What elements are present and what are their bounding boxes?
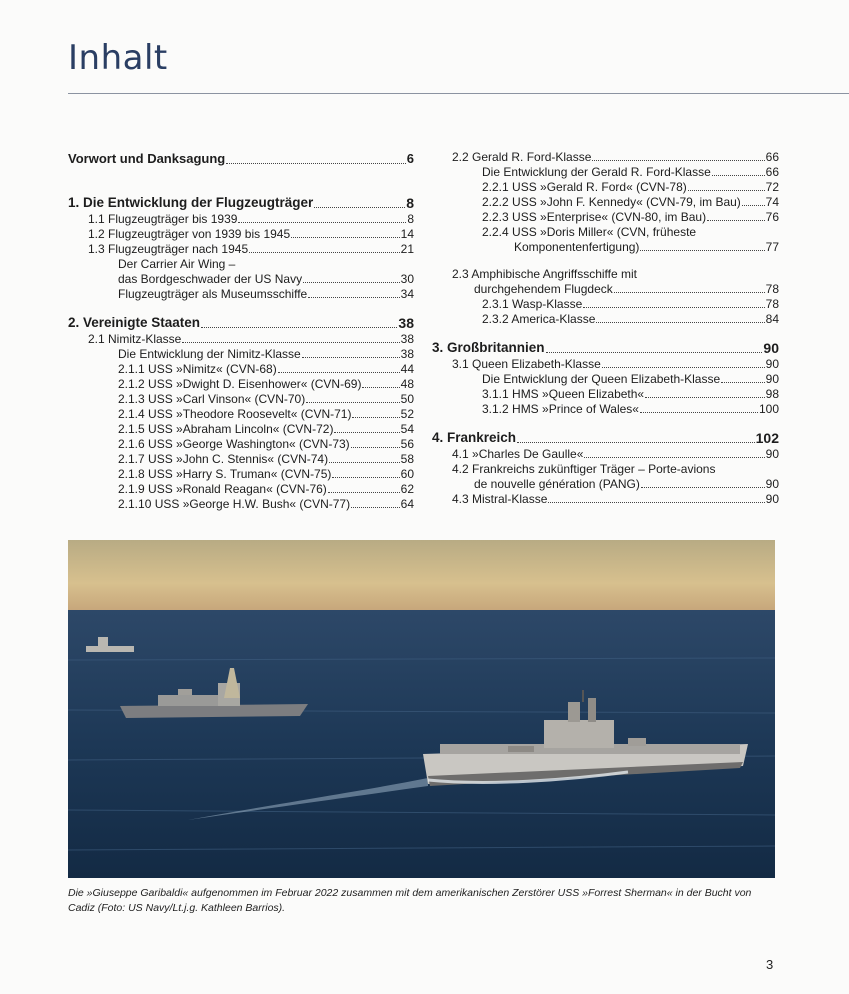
toc-entry-label: 1.3 Flugzeugträger nach 1945 — [88, 242, 249, 256]
dot-leader — [332, 477, 399, 478]
toc-page-number: 78 — [765, 297, 779, 311]
dot-leader — [314, 207, 405, 208]
toc-entry-label: Die Entwicklung der Nimitz-Klasse — [118, 347, 301, 361]
toc-entry — [432, 165, 779, 180]
toc-entry-label: 2.3.2 America-Klasse — [482, 312, 596, 326]
toc-entry — [68, 332, 414, 347]
toc-entry — [432, 150, 779, 165]
toc-page-number: 90 — [763, 340, 779, 356]
toc-entry-label: 1.2 Flugzeugträger von 1939 bis 1945 — [88, 227, 291, 241]
toc-page-number: 64 — [400, 497, 414, 511]
toc-entry-label: 2.2.4 USS »Doris Miller« (CVN, früheste — [482, 225, 697, 239]
page-number: 3 — [766, 957, 774, 972]
toc-entry-label: 2.1.5 USS »Abraham Lincoln« (CVN-72) — [118, 422, 334, 436]
toc-page-number: 90 — [765, 477, 779, 491]
toc-entry-label: 2.1.9 USS »Ronald Reagan« (CVN-76) — [118, 482, 327, 496]
toc-entry — [68, 392, 414, 407]
toc-page-number: 38 — [398, 315, 414, 331]
dot-leader — [596, 322, 764, 323]
toc-right-column — [432, 150, 779, 507]
toc-entry-label: 2.1.1 USS »Nimitz« (CVN-68) — [118, 362, 277, 376]
dot-leader — [249, 252, 400, 253]
dot-leader — [602, 367, 765, 368]
dot-leader — [548, 502, 764, 503]
toc-entry — [68, 467, 414, 482]
toc-entry — [432, 210, 779, 225]
toc-entry — [432, 429, 779, 447]
toc-page-number: 98 — [765, 387, 779, 401]
toc-entry-label: 2.2.1 USS »Gerald R. Ford« (CVN-78) — [482, 180, 687, 194]
toc-entry — [432, 339, 779, 357]
dot-leader — [712, 175, 765, 176]
toc-page-number: 38 — [400, 347, 414, 361]
dot-leader — [614, 292, 765, 293]
dot-leader — [329, 462, 400, 463]
toc-entry — [68, 422, 414, 437]
dot-leader — [308, 297, 399, 298]
toc-entry-label: 2.1.3 USS »Carl Vinson« (CVN-70) — [118, 392, 306, 406]
dot-leader — [238, 222, 406, 223]
dot-leader — [351, 447, 400, 448]
toc-entry-label: 3. Großbritannien — [432, 340, 545, 355]
dot-leader — [592, 160, 764, 161]
toc-entry-label: durchgehendem Flugdeck — [474, 282, 613, 296]
toc-entry-label: Der Carrier Air Wing – — [118, 257, 236, 271]
toc-entry — [68, 377, 414, 392]
dot-leader — [640, 412, 758, 413]
dot-leader — [742, 205, 765, 206]
toc-entry-label: 2.3 Amphibische Angriffsschiffe mit — [452, 267, 637, 281]
toc-entry-label: 2.2.2 USS »John F. Kennedy« (CVN-79, im Bau) — [482, 195, 741, 209]
toc-entry — [432, 267, 779, 297]
toc-page-number: 48 — [400, 377, 414, 391]
dot-leader — [201, 327, 397, 328]
toc-page-number: 14 — [400, 227, 414, 241]
toc-entry-label: 3.1.1 HMS »Queen Elizabeth« — [482, 387, 645, 401]
toc-left-column — [68, 150, 414, 512]
toc-entry — [68, 257, 414, 287]
dot-leader — [362, 387, 399, 388]
toc-entry-label: 4.2 Frankreichs zukünftiger Träger – Porte-avions — [452, 462, 716, 476]
toc-page-number: 58 — [400, 452, 414, 466]
toc-page-number: 21 — [400, 242, 414, 256]
toc-entry-label: 1.1 Flugzeugträger bis 1939 — [88, 212, 238, 226]
toc-entry-label: 2.1.10 USS »George H.W. Bush« (CVN-77) — [118, 497, 351, 511]
toc-page-number: 50 — [400, 392, 414, 406]
dot-leader — [584, 457, 764, 458]
toc-entry — [68, 287, 414, 302]
dot-leader — [291, 237, 399, 238]
toc-page-number: 38 — [400, 332, 414, 346]
toc-page-number: 66 — [765, 165, 779, 179]
toc-entry — [432, 492, 779, 507]
toc-page-number: 76 — [765, 210, 779, 224]
toc-page-number: 84 — [765, 312, 779, 326]
dot-leader — [640, 250, 764, 251]
toc-entry — [68, 227, 414, 242]
toc-entry — [432, 312, 779, 327]
page-title: Inhalt — [68, 38, 168, 78]
toc-entry-label: 4.3 Mistral-Klasse — [452, 492, 548, 506]
toc-page-number: 78 — [765, 282, 779, 296]
toc-page-number: 54 — [400, 422, 414, 436]
dot-leader — [328, 492, 400, 493]
toc-page-number: 62 — [400, 482, 414, 496]
toc-page-number: 90 — [765, 372, 779, 386]
toc-entry-label: 2.1.7 USS »John C. Stennis« (CVN-74) — [118, 452, 329, 466]
toc-entry — [68, 497, 414, 512]
dot-leader — [546, 352, 763, 353]
toc-entry — [432, 195, 779, 210]
toc-entry-label: Flugzeugträger als Museumsschiffe — [118, 287, 308, 301]
toc-entry — [68, 452, 414, 467]
toc-page-number: 74 — [765, 195, 779, 209]
toc-entry — [432, 387, 779, 402]
toc-page-number: 90 — [765, 357, 779, 371]
dot-leader — [226, 163, 406, 164]
toc-entry — [432, 462, 779, 492]
toc-entry — [432, 297, 779, 312]
toc-entry-label: 3.1 Queen Elizabeth-Klasse — [452, 357, 601, 371]
toc-entry-label: 2.2 Gerald R. Ford-Klasse — [452, 150, 592, 164]
toc-entry — [432, 447, 779, 462]
toc-page-number: 66 — [765, 150, 779, 164]
toc-entry-label: Die Entwicklung der Gerald R. Ford-Klasse — [482, 165, 711, 179]
toc-entry — [68, 347, 414, 362]
dot-leader — [583, 307, 764, 308]
dot-leader — [306, 402, 399, 403]
dot-leader — [278, 372, 400, 373]
toc-entry-label: 2.1.6 USS »George Washington« (CVN-73) — [118, 437, 350, 451]
toc-entry — [68, 194, 414, 212]
dot-leader — [182, 342, 399, 343]
toc-page-number: 52 — [400, 407, 414, 421]
toc-entry-label: das Bordgeschwader der US Navy — [118, 272, 303, 286]
toc-entry-label: de nouvelle génération (PANG) — [474, 477, 640, 491]
toc-entry — [68, 212, 414, 227]
toc-page-number: 30 — [400, 272, 414, 286]
toc-page-number: 90 — [765, 447, 779, 461]
dot-leader — [721, 382, 765, 383]
dot-leader — [517, 442, 755, 443]
toc-entry-label: 2.1.2 USS »Dwight D. Eisenhower« (CVN-69) — [118, 377, 362, 391]
dot-leader — [334, 432, 399, 433]
toc-entry-label: Die Entwicklung der Queen Elizabeth-Klasse — [482, 372, 721, 386]
toc-entry — [68, 362, 414, 377]
toc-entry-label: 2.3.1 Wasp-Klasse — [482, 297, 583, 311]
toc-page-number: 72 — [765, 180, 779, 194]
photo-caption: Die »Giuseppe Garibaldi« aufgenommen im Februar 2022 zusammen mit dem amerikanischen Zerstörer USS »Forrest Sherman« in der Bucht von Cadiz (Foto: US Navy/Lt.j.g. Kathleen Barrios). — [68, 887, 752, 914]
toc-entry — [432, 372, 779, 387]
toc-page-number: 6 — [406, 151, 414, 166]
toc-entry — [68, 437, 414, 452]
toc-entry-label: 3.1.2 HMS »Prince of Wales« — [482, 402, 639, 416]
toc-page-number: 8 — [406, 195, 414, 211]
toc-entry — [68, 407, 414, 422]
toc-entry-label: 2.1 Nimitz-Klasse — [88, 332, 182, 346]
toc-entry — [432, 402, 779, 417]
toc-page-number: 60 — [400, 467, 414, 481]
dot-leader — [302, 357, 400, 358]
toc-entry — [68, 242, 414, 257]
toc-entry — [68, 314, 414, 332]
toc-entry — [432, 357, 779, 372]
toc-entry — [68, 482, 414, 497]
title-rule — [68, 93, 849, 94]
toc-entry-label: 1. Die Entwicklung der Flugzeugträger — [68, 195, 314, 210]
toc-entry — [432, 180, 779, 195]
dot-leader — [688, 190, 765, 191]
dot-leader — [641, 487, 765, 488]
toc-entry-label: Komponentenfertigung) — [514, 240, 640, 254]
toc-entry-label: 2.1.4 USS »Theodore Roosevelt« (CVN-71) — [118, 407, 352, 421]
toc-entry — [432, 225, 779, 255]
toc-entry-label: 2. Vereinigte Staaten — [68, 315, 201, 330]
toc-entry-label: 2.2.3 USS »Enterprise« (CVN-80, im Bau) — [482, 210, 707, 224]
ships-photo — [68, 540, 775, 878]
toc-page-number: 100 — [758, 402, 779, 416]
toc-entry-label: 4. Frankreich — [432, 430, 517, 445]
dot-leader — [351, 507, 400, 508]
dot-leader — [352, 417, 399, 418]
toc-entry-label: 2.1.8 USS »Harry S. Truman« (CVN-75) — [118, 467, 332, 481]
toc-page-number: 8 — [407, 212, 414, 226]
toc-page-number: 102 — [755, 430, 779, 446]
toc-entry-label: 4.1 »Charles De Gaulle« — [452, 447, 584, 461]
toc-page-number: 44 — [400, 362, 414, 376]
dot-leader — [707, 220, 765, 221]
toc-entry-label: Vorwort und Danksagung — [68, 151, 226, 166]
dot-leader — [645, 397, 765, 398]
toc-page-number: 77 — [765, 240, 779, 254]
toc-page-number: 34 — [400, 287, 414, 301]
toc-entry — [68, 150, 414, 168]
dot-leader — [303, 282, 400, 283]
toc-page-number: 90 — [765, 492, 779, 506]
toc-page-number: 56 — [400, 437, 414, 451]
